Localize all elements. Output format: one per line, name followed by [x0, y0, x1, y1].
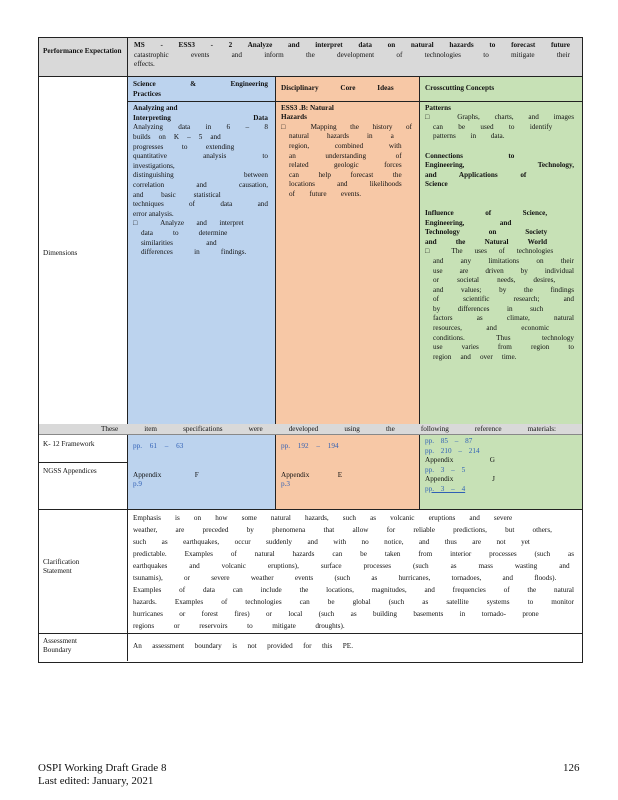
ccc-column	[420, 77, 582, 462]
ccc-header: Crosscutting Concepts	[420, 80, 582, 102]
ccc-appendix-g-pages: pp. 3 – 5	[425, 465, 466, 474]
dci-line: locations and likelihoods	[289, 180, 402, 189]
sep-line: distinguishing between	[133, 171, 268, 180]
clarification-text	[128, 512, 582, 632]
dci-line: natural hazards in a	[289, 132, 394, 141]
ccc-line: or societal needs, desires,	[433, 276, 556, 285]
item-specification-table	[38, 37, 583, 663]
clarification-line: predictable. Examples of natural hazards can be taken from interior processes (such as	[133, 550, 574, 558]
ccc-appendix-g: Appendix G	[425, 456, 495, 465]
ccc-line: and values; by the findings	[433, 285, 574, 294]
ccc-appendix-j: Appendix J	[425, 475, 495, 484]
dci-appendix-page: p.3	[281, 480, 290, 489]
ccc-line: □ Graphs, charts, and images	[425, 113, 574, 122]
ccc-line: resources, and economic	[433, 324, 550, 333]
sep-line: error analysis.	[133, 209, 174, 218]
performance-expectation-row	[39, 38, 582, 77]
clarification-line: Emphasis is on how some natural hazards, such as volcanic eruptions and severe	[133, 514, 513, 522]
sep-line: differences in findings.	[141, 248, 247, 257]
sep-line: progresses to extending	[133, 142, 235, 151]
dci-header: Disciplinary Core Ideas	[276, 80, 419, 102]
sep-line: investigations,	[133, 161, 175, 170]
ccc-line: Influence of Science,	[425, 208, 548, 217]
clarification-line: regions or reservoirs to mitigate droughts).	[133, 622, 345, 630]
ccc-line: Engineering, and	[425, 218, 512, 227]
ccc-line: □ The uses of technologies	[425, 247, 554, 256]
clarification-line: Examples of data can include the locations, magnitudes, and frequencies of the natural	[133, 586, 574, 594]
ccc-line: conditions. Thus technology	[433, 333, 574, 342]
ccc-framework-pages-2: pp. 210 – 214	[425, 446, 480, 455]
ccc-line: use are driven by individual	[433, 266, 574, 275]
dci-line: related geologic forces	[289, 161, 402, 170]
clarification-line: weather, are preceded by phenomena that allow for reliable predictions, but others,	[133, 526, 552, 534]
ccc-line: and the Natural World	[425, 237, 548, 246]
dci-line: an understanding of	[289, 151, 402, 160]
ccc-framework-pages-1: pp. 85 – 87	[425, 437, 473, 445]
pe-line: MS - ESS3 - 2 Analyze and interpret data on natural hazards to forecast future	[134, 41, 570, 49]
clarification-line: hazards. Examples of technologies can be global (such as satellite systems to monitor	[133, 598, 574, 606]
ccc-line: and any limitations on their	[433, 256, 574, 265]
pe-line: effects.	[134, 60, 155, 69]
clarification-line: hurricanes or forest fires) or local (such as building basements in tornado- prone	[133, 610, 539, 618]
ccc-line: of scientific research; and	[433, 295, 574, 304]
clarification-line: such as earthquakes, occur suddenly and with no notice, and thus are not yet	[133, 538, 530, 546]
ccc-line: and Applications of	[425, 170, 527, 179]
footer-last-edited: Last edited: January, 2021	[38, 775, 154, 787]
ccc-line: Science	[425, 180, 448, 189]
dci-line: ESS3 .B: Natural	[281, 103, 334, 112]
ccc-line: by differences in such	[433, 304, 544, 313]
assessment-boundary-label: Assessment Boundary	[39, 634, 128, 661]
sep-line: Analyzing data in 6 – 8	[133, 123, 268, 132]
sep-line: Analyzing and	[133, 104, 178, 113]
dci-column	[276, 77, 420, 462]
clarification-row	[39, 510, 582, 634]
reference-intro: These item specifications were developed using the following reference materials:	[39, 424, 582, 435]
reference-label-cell	[39, 435, 128, 509]
sep-line: data to determine	[141, 228, 228, 237]
pe-line: catastrophic events and inform the development of technologies to mitigate their	[134, 50, 570, 59]
dimensions-label: Dimensions	[39, 77, 128, 462]
clarification-line: earthquakes and volcanic eruptions), surface processes (such as mass wasting and	[133, 562, 570, 570]
footer-draft-label: OSPI Working Draft Grade 8	[38, 762, 167, 774]
ccc-line: region and over time.	[433, 352, 517, 361]
ccc-line: use varies from region to	[433, 343, 574, 352]
sep-line: builds on K – 5 and	[133, 132, 221, 141]
sep-line: similarities and	[141, 238, 217, 247]
footer-left	[38, 762, 166, 788]
dimensions-row	[39, 77, 582, 463]
assessment-boundary-text: An assessment boundary is not provided for this PE.	[133, 642, 353, 650]
sep-references	[128, 435, 276, 509]
sep-line: quantitative analysis to	[133, 152, 268, 161]
performance-expectation-text	[128, 41, 582, 70]
ccc-appendix-j-pages: pp. 3 – 4	[425, 484, 466, 493]
performance-expectation-label: Performance Expectation	[39, 38, 128, 76]
ccc-line: Technology on Society	[425, 228, 548, 237]
ccc-line: Engineering, Technology,	[425, 161, 574, 170]
sep-appendix-page: p.9	[133, 480, 142, 489]
sep-line: and basic statistical	[133, 190, 221, 199]
reference-row	[39, 424, 582, 510]
ccc-line: can be used to identify	[433, 122, 553, 131]
sep-header: Science & Engineering Practices	[128, 80, 275, 102]
ccc-line: Connections to	[425, 151, 515, 160]
dci-line: region, combined with	[289, 141, 402, 150]
assessment-boundary-row	[39, 634, 582, 661]
sep-line: Interpreting Data	[133, 113, 268, 122]
sep-appendix: Appendix F	[133, 470, 199, 479]
dci-line: of future events.	[289, 189, 362, 198]
dci-references	[276, 435, 420, 509]
dci-line: Hazards	[281, 113, 307, 122]
ccc-line: patterns in data.	[433, 132, 505, 141]
sep-column	[128, 77, 276, 462]
sep-line: correlation and causation,	[133, 180, 268, 189]
ccc-references	[420, 435, 582, 509]
ccc-line: Patterns	[425, 103, 451, 112]
dci-framework-pages: pp. 192 – 194	[281, 442, 339, 450]
dci-line: □ Mapping the history of	[281, 122, 412, 131]
ccc-line: factors as climate, natural	[433, 314, 574, 323]
clarification-line: tsunamis), or severe weather events (such as hurricanes, tornadoes, and floods).	[133, 574, 557, 582]
sep-framework-pages: pp. 61 – 63	[133, 442, 184, 450]
clarification-label: Clarification Statement	[39, 510, 128, 633]
k12-framework-label: K- 12 Framework	[43, 440, 95, 448]
dci-appendix: Appendix E	[281, 470, 343, 479]
page-number: 126	[563, 762, 580, 774]
ngss-appendices-label: NGSS Appendices	[43, 467, 97, 475]
sep-line: techniques of data and	[133, 200, 268, 209]
dci-line: can help forecast the	[289, 170, 402, 179]
sep-line: □ Analyze and interpret	[133, 219, 244, 228]
